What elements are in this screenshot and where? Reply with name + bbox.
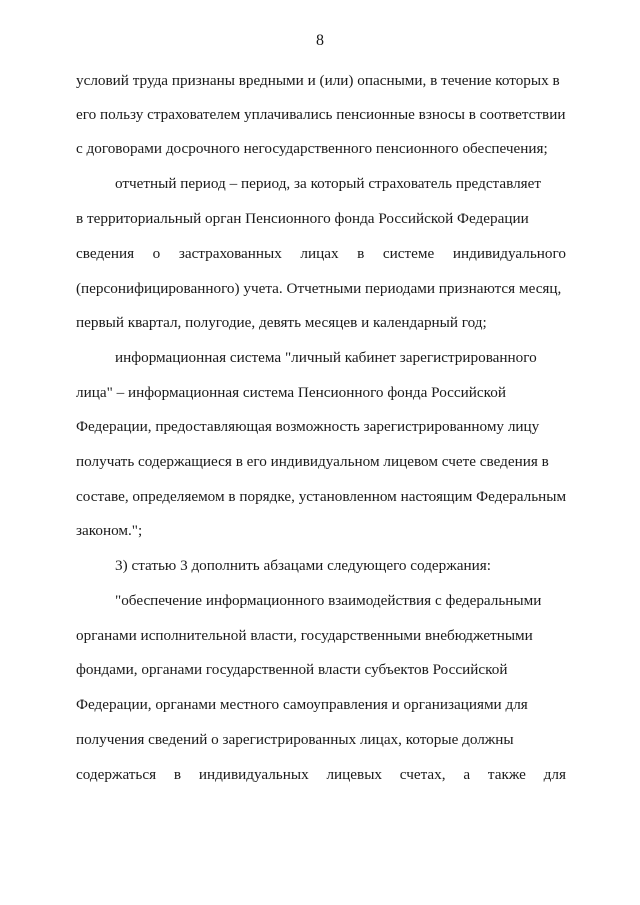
word: индивидуального	[452, 245, 566, 262]
text-line: 3) статью 3 дополнить абзацами следующего содержания:	[115, 557, 491, 574]
word: а	[463, 766, 471, 783]
text-line: первый квартал, полугодие, девять месяцев и календарный год;	[76, 314, 487, 331]
word: индивидуальных	[198, 766, 309, 783]
word: лицевых	[326, 766, 382, 783]
word: в	[357, 245, 365, 262]
text-line: условий труда признаны вредными и (или) опасными, в течение которых в	[76, 72, 560, 89]
text-line: органами исполнительной власти, государственными внебюджетными	[76, 627, 533, 644]
text-line: получения сведений о зарегистрированных лицах, которые должны	[76, 731, 514, 748]
word: сведения	[76, 245, 135, 262]
word: лицах	[300, 245, 339, 262]
word: для	[543, 766, 566, 783]
text-line: отчетный период – период, за который страхователь представляет	[115, 175, 542, 192]
text-line: его пользу страхователем уплачивались пенсионные взносы в соответствии	[76, 106, 566, 123]
word: в	[173, 766, 182, 783]
text-line: Федерации, органами местного самоуправления и организациями для	[76, 696, 528, 713]
word: застрахованных	[178, 245, 282, 262]
text-line: "обеспечение информационного взаимодействия с федеральными	[115, 592, 542, 609]
text-line: в территориальный орган Пенсионного фонда Российской Федерации	[76, 210, 529, 227]
page-number: 8	[316, 32, 324, 49]
word: содержаться	[76, 766, 157, 783]
text-line: Федерации, предоставляющая возможность зарегистрированному лицу	[76, 418, 540, 435]
justified-line	[76, 245, 566, 263]
text-line: информационная система "личный кабинет зарегистрированного	[115, 349, 537, 366]
word: о	[152, 245, 161, 262]
text-line: с договорами досрочного негосударственного пенсионного обеспечения;	[76, 140, 548, 157]
text-line: составе, определяемом в порядке, установленном настоящим Федеральным	[76, 488, 567, 505]
justified-line	[76, 766, 566, 784]
text-line: законом.";	[76, 522, 143, 539]
word: системе	[382, 245, 435, 262]
word: счетах,	[399, 766, 446, 783]
text-line: фондами, органами государственной власти субъектов Российской	[76, 661, 508, 678]
word: также	[487, 766, 526, 783]
text-line: (персонифицированного) учета. Отчетными периодами признаются месяц,	[76, 280, 562, 297]
text-line: получать содержащиеся в его индивидуальном лицевом счете сведения в	[76, 453, 549, 470]
text-line: лица" – информационная система Пенсионного фонда Российской	[76, 384, 506, 401]
